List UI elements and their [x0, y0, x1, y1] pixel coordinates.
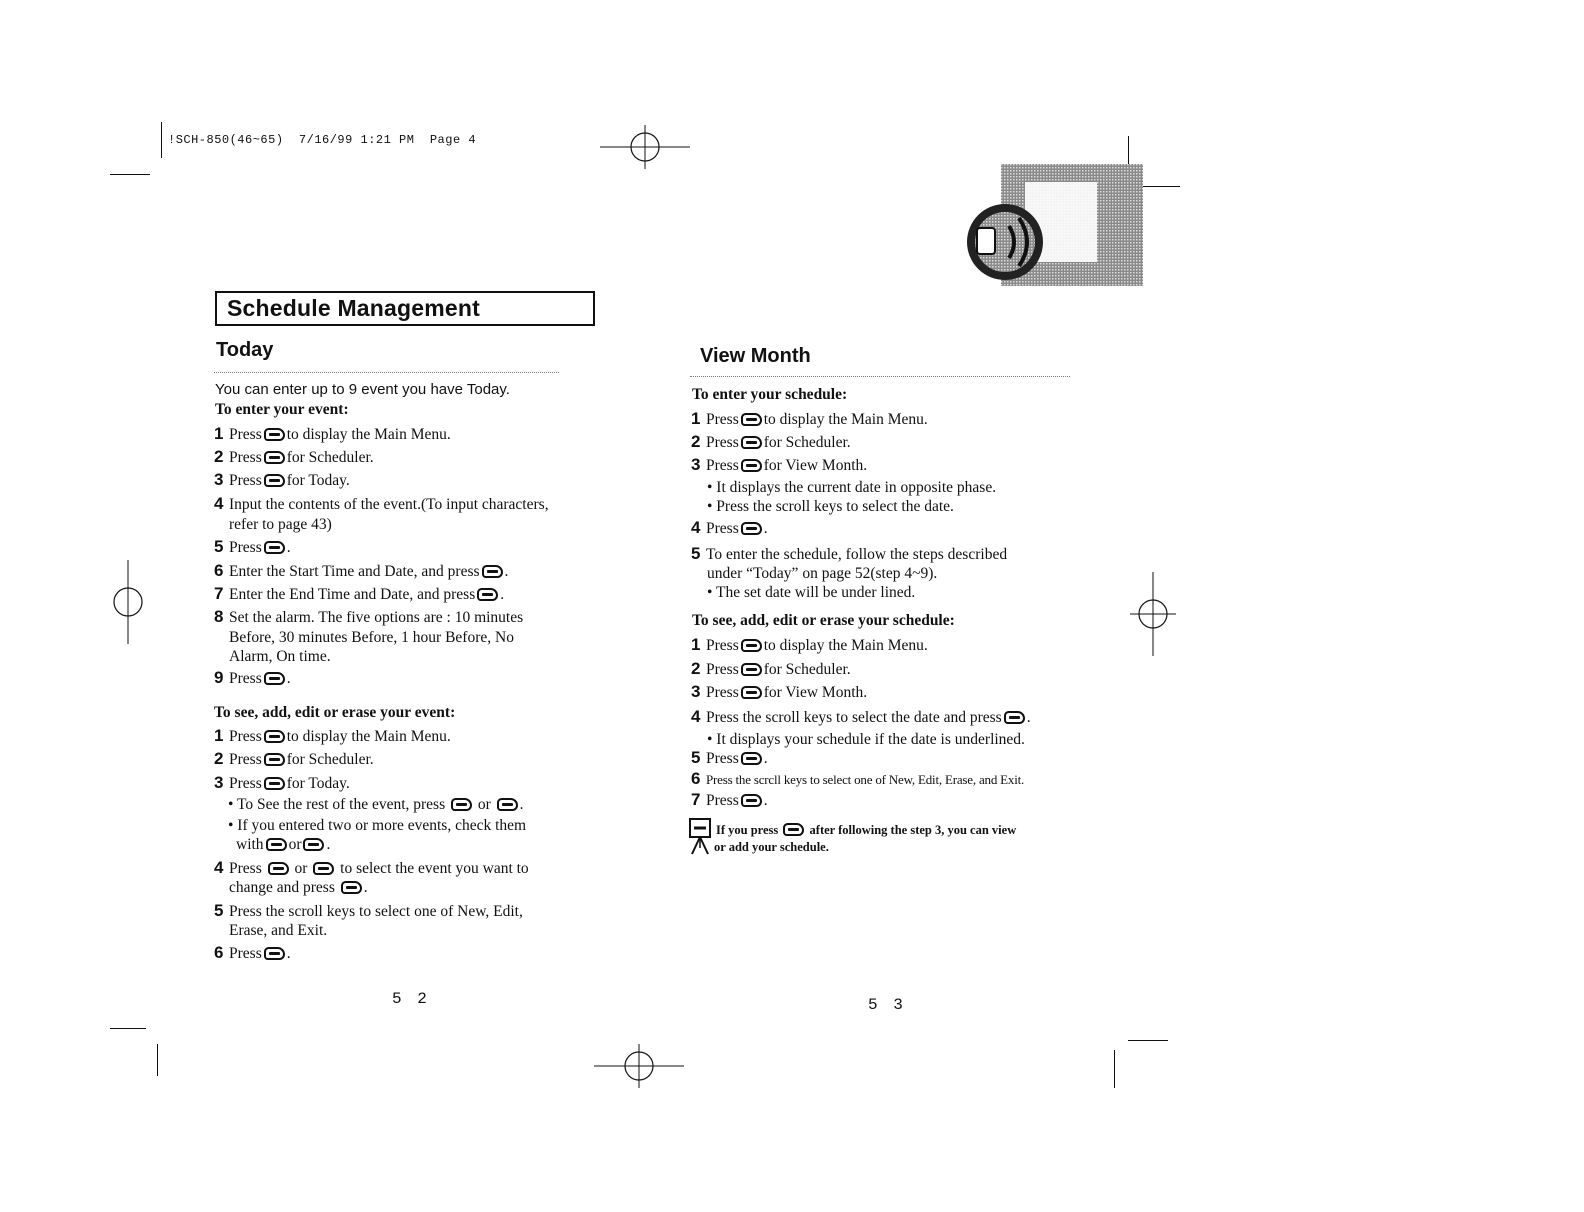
save-key-icon — [477, 588, 498, 601]
registration-mark-top — [600, 125, 690, 169]
key-4-icon — [741, 436, 762, 449]
subheading: To see, add, edit or erase your event: — [214, 704, 456, 721]
step: 6 Press . — [214, 943, 291, 962]
menu-key-icon — [264, 730, 285, 743]
crop-mark — [1128, 1040, 1168, 1041]
step: 2 Press for Scheduler. — [214, 749, 374, 768]
bullet: • If you entered two or more events, check them — [228, 817, 527, 834]
subheading: To see, add, edit or erase your schedule: — [692, 612, 955, 629]
crop-mark — [1140, 186, 1180, 187]
page-title-box — [215, 291, 595, 326]
section-heading-today: Today — [216, 339, 274, 361]
step: 3 Press for View Month. — [691, 455, 868, 474]
step: 4 Input the contents of the event.(To input characters, — [214, 494, 549, 513]
step: 2 Press for Scheduler. — [691, 659, 851, 678]
step-continued: Erase, and Exit. — [229, 922, 328, 939]
step: 6 Press the scrcll keys to select one of New, Edit, Erase, and Exit. — [691, 769, 1025, 788]
section-rule — [214, 372, 559, 373]
right-key-icon — [313, 862, 334, 875]
step: 1 Press to display the Main Menu. — [691, 635, 928, 654]
step: 5 Press . — [691, 748, 768, 767]
bullet: • It displays your schedule if the date is underlined. — [707, 731, 1025, 748]
key-1-icon — [264, 777, 285, 790]
page-number-left: 5 2 — [392, 990, 430, 1008]
save-key-icon — [264, 947, 285, 960]
save-key-icon — [264, 672, 285, 685]
key-4-icon — [264, 451, 285, 464]
phone-graphic-icon — [965, 164, 1145, 288]
menu-key-icon — [264, 428, 285, 441]
step-continued: refer to page 43) — [229, 516, 332, 533]
step: 4 Press . — [691, 518, 768, 537]
bullet: • To See the rest of the event, press or . — [228, 796, 524, 813]
subheading: To enter your schedule: — [692, 386, 848, 403]
crop-mark — [157, 1044, 158, 1076]
step: 6 Enter the Start Time and Date, and press . — [214, 561, 509, 580]
registration-mark-right — [1130, 572, 1176, 656]
note-text: If you press after following the step 3, you can view — [716, 823, 1017, 837]
save-key-icon — [1004, 711, 1025, 724]
registration-mark-bottom — [594, 1044, 684, 1088]
crop-mark — [161, 122, 162, 158]
up-key-icon — [451, 798, 472, 811]
bullet: • It displays the current date in opposite phase. — [707, 479, 997, 496]
menu-key-icon — [741, 752, 762, 765]
bullet-continued: with or . — [236, 836, 331, 853]
key-4-icon — [741, 663, 762, 676]
menu-key-icon — [741, 639, 762, 652]
bullet: • Press the scroll keys to select the date. — [707, 498, 954, 515]
crop-mark — [1114, 1050, 1115, 1088]
down-key-icon — [497, 798, 518, 811]
subheading: To enter your event: — [215, 401, 349, 418]
step: 7 Enter the End Time and Date, and press . — [214, 584, 505, 603]
step: 8 Set the alarm. The five options are : 10 minutes — [214, 607, 524, 626]
page-title: Schedule Management — [227, 295, 481, 321]
registration-mark-left — [110, 560, 146, 644]
key-4-icon — [264, 753, 285, 766]
key-3-icon — [741, 459, 762, 472]
step-continued: Alarm, On time. — [229, 648, 331, 665]
step: 7 Press . — [691, 790, 768, 809]
crop-mark — [110, 1028, 146, 1029]
page-number-right: 5 3 — [868, 996, 906, 1014]
menu-key-icon — [341, 881, 362, 894]
save-key-icon — [482, 565, 503, 578]
step: 3 Press for Today. — [214, 470, 350, 489]
step: 1 Press to display the Main Menu. — [691, 409, 928, 428]
step-continued: Before, 30 minutes Before, 1 hour Before, No — [229, 629, 514, 646]
step: 5 Press . — [214, 537, 291, 556]
left-key-icon — [266, 838, 287, 851]
menu-key-icon — [783, 823, 804, 836]
key-1-icon — [264, 474, 285, 487]
section-heading-view-month: View Month — [700, 345, 811, 367]
left-key-icon — [268, 862, 289, 875]
step: 2 Press for Scheduler. — [691, 432, 851, 451]
step: 4 Press or to select the event you want to — [214, 858, 529, 877]
step: 4 Press the scroll keys to select the date and press . — [691, 707, 1031, 726]
step: 3 Press for Today. — [214, 773, 350, 792]
key-3-icon — [741, 686, 762, 699]
step: 1 Press to display the Main Menu. — [214, 726, 451, 745]
right-key-icon — [303, 838, 324, 851]
step-continued: change and press . — [229, 879, 368, 896]
bullet: • The set date will be under lined. — [707, 584, 916, 601]
menu-key-icon — [741, 413, 762, 426]
crop-mark — [110, 174, 150, 175]
step: 9 Press . — [214, 668, 291, 687]
step: 3 Press for View Month. — [691, 682, 868, 701]
note-text-continued: or add your schedule. — [714, 840, 829, 854]
step-continued: under “Today” on page 52(step 4~9). — [707, 565, 938, 582]
step: 5 Press the scroll keys to select one of New, Edit, — [214, 901, 523, 920]
save-key-icon — [264, 541, 285, 554]
intro-text: You can enter up to 9 event you have Today. — [215, 381, 510, 398]
step: 5 To enter the schedule, follow the steps described — [691, 544, 1008, 563]
print-slug: !SCH-850(46~65) 7/16/99 1:21 PM Page 4 — [168, 133, 477, 147]
save-key-icon — [741, 522, 762, 535]
section-rule — [690, 376, 1070, 377]
save-key-icon — [741, 794, 762, 807]
note-icon — [688, 818, 712, 856]
step: 1 Press to display the Main Menu. — [214, 424, 451, 443]
step: 2 Press for Scheduler. — [214, 447, 374, 466]
